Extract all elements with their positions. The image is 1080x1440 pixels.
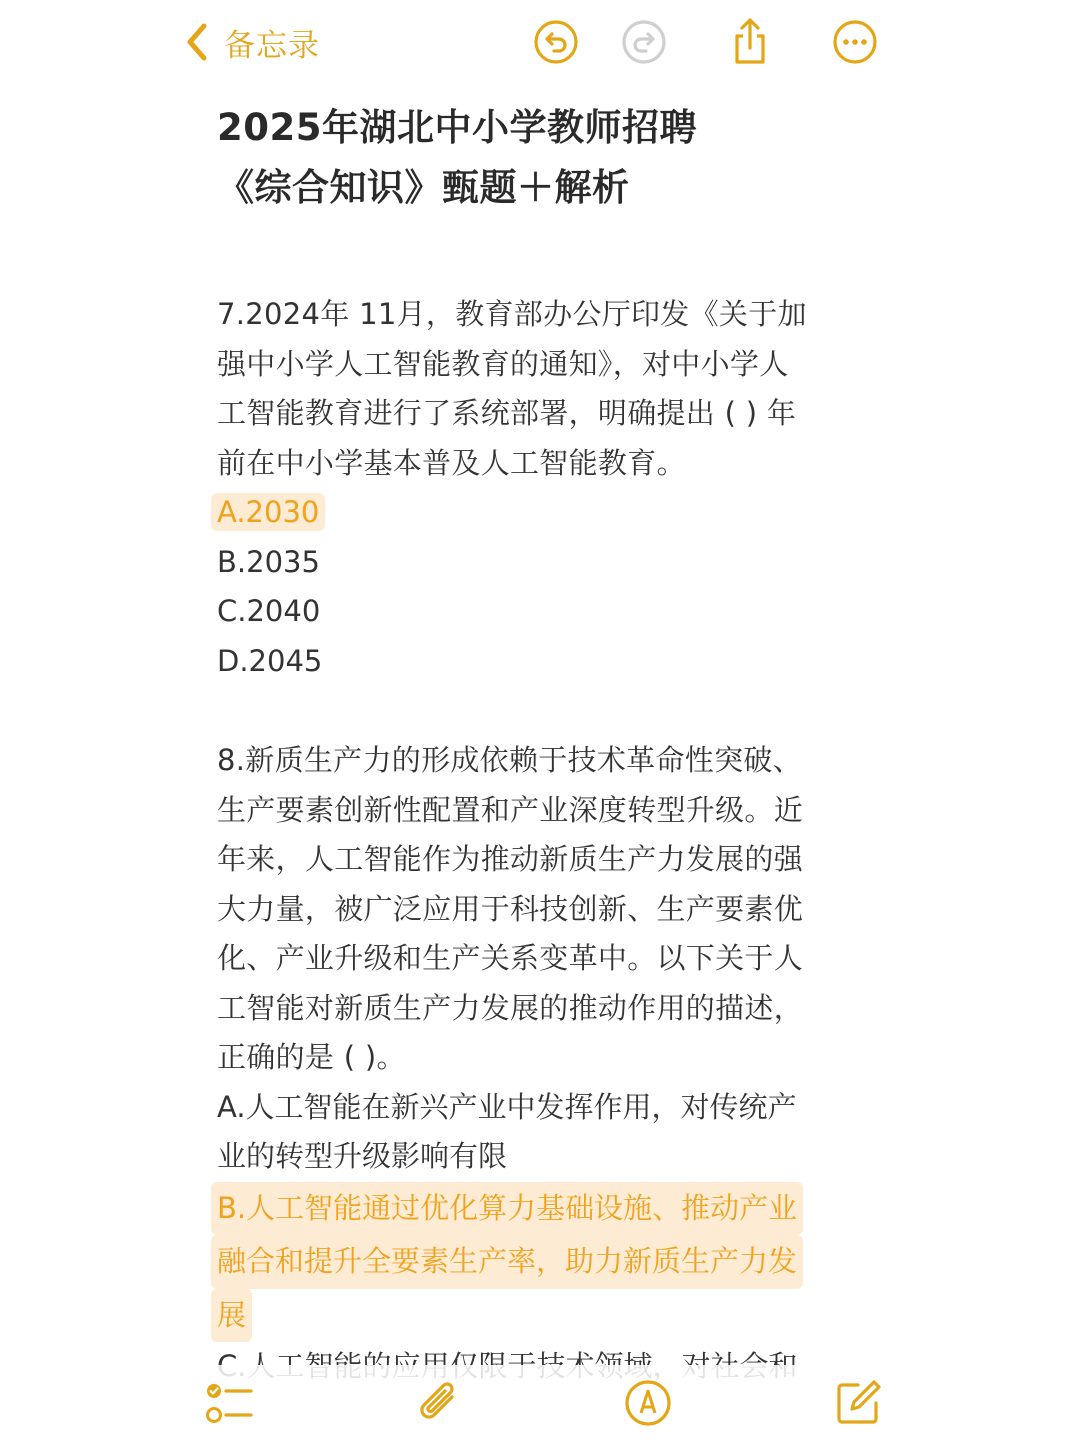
question-text-line: 正确的是 ( )。: [217, 1040, 406, 1074]
redo-button[interactable]: [620, 18, 668, 66]
more-button[interactable]: [831, 18, 879, 66]
question-text-line: 工智能对新质生产力发展的推动作用的描述，: [217, 990, 804, 1025]
option-b-correct-line: [217, 1182, 867, 1236]
question-text-line: 强中小学人工智能教育的通知》，对中小学人: [217, 346, 789, 381]
question-7: [217, 290, 867, 686]
option-b-correct-line: [217, 1289, 867, 1343]
attachment-button[interactable]: [414, 1377, 466, 1429]
question-text-line: 大力量，被广泛应用于科技创新、生产要素优: [217, 891, 804, 926]
note-body[interactable]: [217, 98, 867, 1392]
question-text-line: 生产要素创新性配置和产业深度转型升级。近: [217, 792, 804, 827]
option-c: C.2040: [217, 594, 321, 628]
paperclip-icon: [414, 1377, 466, 1429]
markup-button[interactable]: [622, 1377, 674, 1429]
question-text-line: 7.2024年 11月，教育部办公厅印发《关于加: [217, 297, 807, 331]
highlighted-answer: 融合和提升全要素生产率，助力新质生产力发: [211, 1235, 803, 1289]
checklist-button[interactable]: [204, 1377, 256, 1429]
note-title-line-1: 2025年湖北中小学教师招聘: [217, 106, 697, 149]
option-b-correct-line: [217, 1235, 867, 1289]
option-a-correct: [217, 488, 867, 538]
option-b: B.2035: [217, 544, 320, 579]
option-a-line: 业的转型升级影响有限: [217, 1139, 508, 1173]
checklist-icon: [204, 1377, 256, 1429]
back-button[interactable]: [180, 18, 320, 66]
question-text-line: 8.新质生产力的形成依赖于技术革命性突破、: [217, 743, 802, 777]
chevron-left-icon: [180, 20, 214, 64]
highlighted-answer: 展: [211, 1289, 252, 1343]
markup-pen-icon: [622, 1377, 674, 1429]
share-icon: [726, 18, 774, 66]
question-text-line: 工智能教育进行了系统部署，明确提出 ( ) 年: [217, 396, 797, 430]
compose-button[interactable]: [832, 1377, 884, 1429]
share-button[interactable]: [726, 18, 774, 66]
undo-button[interactable]: [532, 18, 580, 66]
compose-icon: [832, 1377, 884, 1429]
question-8: [217, 736, 867, 1392]
question-text-line: 化、产业升级和生产关系变革中。以下关于人: [217, 941, 804, 975]
more-icon: [831, 18, 879, 66]
redo-icon: [620, 18, 668, 66]
navigation-bar: [0, 0, 1080, 88]
question-text-line: 年来，人工智能作为推动新质生产力发展的强: [217, 842, 804, 876]
bottom-toolbar: [0, 1365, 1080, 1440]
option-a-line: A.人工智能在新兴产业中发挥作用，对传统产: [217, 1089, 797, 1124]
option-d: D.2045: [217, 643, 323, 678]
question-text-line: 前在中小学基本普及人工智能教育。: [217, 445, 686, 480]
note-title-line-2: 《综合知识》甄题＋解析: [217, 166, 630, 209]
back-label: 备忘录: [224, 27, 320, 64]
undo-icon: [532, 18, 580, 66]
highlighted-answer: B.人工智能通过优化算力基础设施、推动产业: [211, 1182, 803, 1236]
highlighted-answer: A.2030: [211, 493, 325, 531]
